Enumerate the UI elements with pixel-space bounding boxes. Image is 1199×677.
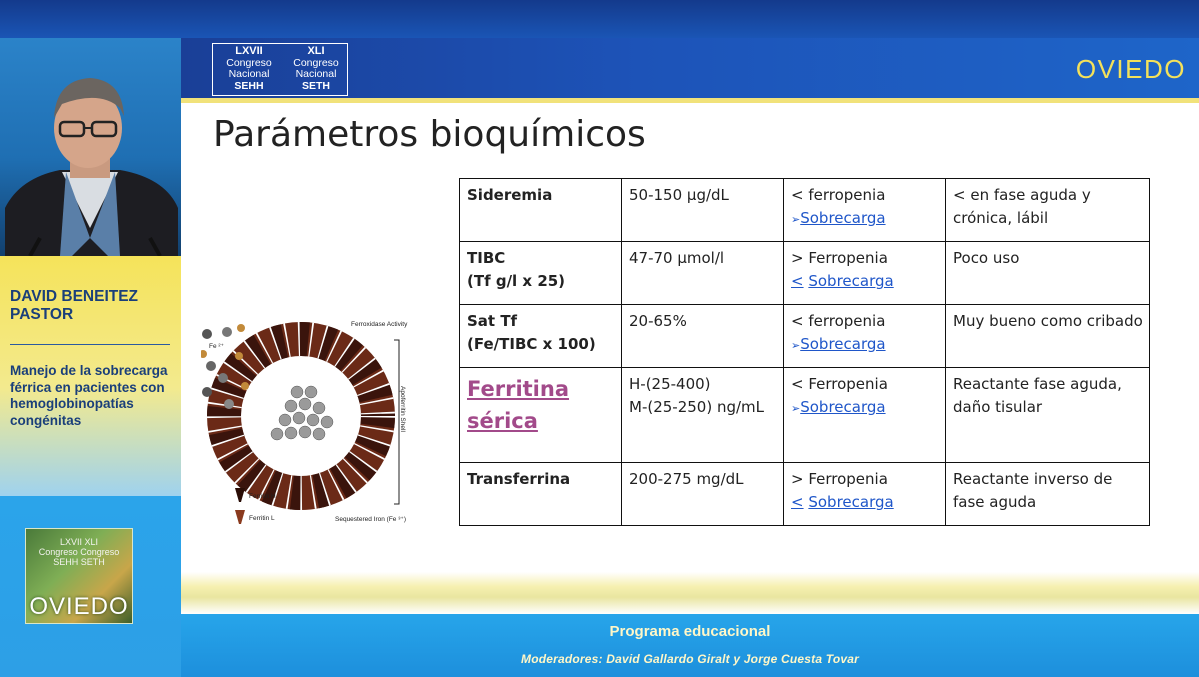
param-cell: Sideremia — [460, 179, 622, 242]
sobrecarga-link[interactable]: Sobrecarga — [800, 398, 886, 416]
thumbnail-city: OVIEDO — [29, 593, 129, 620]
parameters-table — [459, 178, 1150, 526]
param-cell: Sat Tf (Fe/TIBC x 100) — [460, 305, 622, 368]
interpretation-cell: < ferropenia ➢Sobrecarga — [784, 179, 946, 242]
table-row — [460, 305, 1150, 368]
slide-footer-band — [181, 572, 1199, 614]
sequestered-label: Sequestered Iron (Fe ³⁺) — [335, 516, 406, 523]
logo-left: LXVII Congreso Nacional SEHH — [226, 45, 272, 92]
note-cell: Poco uso — [946, 242, 1150, 305]
table-row — [460, 242, 1150, 305]
range-cell: 47-70 µmol/l — [622, 242, 784, 305]
interpretation-cell: < ferropenia ➢Sobrecarga — [784, 305, 946, 368]
speaker-info — [0, 256, 181, 496]
range-cell: 200-275 mg/dL — [622, 463, 784, 526]
header-divider — [181, 98, 1199, 103]
congress-thumbnail — [25, 528, 133, 624]
ferritina-link[interactable]: Ferritina sérica — [467, 377, 570, 433]
note-cell: Muy bueno como cribado — [946, 305, 1150, 368]
talk-title: Manejo de la sobrecarga férrica en pacientes con hemoglobinopatías congénitas — [10, 363, 168, 428]
sobrecarga-link[interactable]: Sobrecarga — [808, 493, 894, 511]
logo-right: XLI Congreso Nacional SETH — [293, 45, 339, 92]
sidebar — [0, 38, 181, 677]
legend-ferritin-h: Ferritin H — [249, 493, 276, 500]
speaker-name: DAVID BENEITEZ PASTOR — [10, 288, 139, 323]
speaker-video — [0, 38, 181, 256]
slide — [181, 38, 1199, 614]
range-cell: 20-65% — [622, 305, 784, 368]
ferritin-l-swatch — [235, 510, 245, 524]
param-cell — [460, 368, 622, 463]
program-label: Programa educacional — [609, 623, 771, 640]
param-cell: TIBC (Tf g/l x 25) — [460, 242, 622, 305]
slide-header — [181, 38, 1199, 103]
interpretation-cell: > Ferropenia < Sobrecarga — [784, 463, 946, 526]
iron-cluster — [271, 386, 333, 440]
sobrecarga-link[interactable]: Sobrecarga — [800, 209, 886, 227]
note-cell: < en fase aguda y crónica, lábil — [946, 179, 1150, 242]
top-band — [0, 0, 1199, 38]
range-cell: H-(25-400) M-(25-250) ng/mL — [622, 368, 784, 463]
iron2-label: Fe ²⁺ — [209, 343, 224, 350]
bullet-arrow-icon: ➢ — [791, 339, 801, 352]
ferroxidase-label: Ferroxidase Activity — [351, 321, 408, 328]
interpretation-cell: < Ferropenia ➢Sobrecarga — [784, 368, 946, 463]
bullet-arrow-icon: < — [791, 272, 804, 290]
speaker-silhouette — [0, 38, 181, 256]
table-row — [460, 368, 1150, 463]
table-row — [460, 463, 1150, 526]
bullet-arrow-icon: ➢ — [791, 402, 801, 415]
range-cell: 50-150 µg/dL — [622, 179, 784, 242]
bullet-arrow-icon: < — [791, 493, 804, 511]
sobrecarga-link[interactable]: Sobrecarga — [800, 335, 886, 353]
param-cell: Transferrina — [460, 463, 622, 526]
ferritin-h-swatch — [235, 488, 245, 502]
divider — [10, 344, 170, 345]
thumbnail-text: LXVII XLI Congreso Congreso SEHH SETH — [38, 537, 120, 567]
program-banner — [181, 614, 1199, 677]
bullet-arrow-icon: ➢ — [791, 213, 801, 226]
slide-title: Parámetros bioquímicos — [213, 114, 646, 155]
moderators-label: Moderadores: David Gallardo Giralt y Jorge Cuesta Tovar — [521, 652, 859, 666]
note-cell: Reactante fase aguda, daño tisular — [946, 368, 1150, 463]
city-label: OVIEDO — [1075, 54, 1186, 84]
ferritin-diagram — [201, 316, 441, 538]
legend-ferritin-l: Ferritin L — [249, 515, 275, 522]
note-cell: Reactante inverso de fase aguda — [946, 463, 1150, 526]
shell-label: Apoferritin Shell — [399, 386, 406, 432]
sobrecarga-link[interactable]: Sobrecarga — [808, 272, 894, 290]
congress-logo — [212, 43, 348, 96]
table-row — [460, 179, 1150, 242]
interpretation-cell: > Ferropenia < Sobrecarga — [784, 242, 946, 305]
